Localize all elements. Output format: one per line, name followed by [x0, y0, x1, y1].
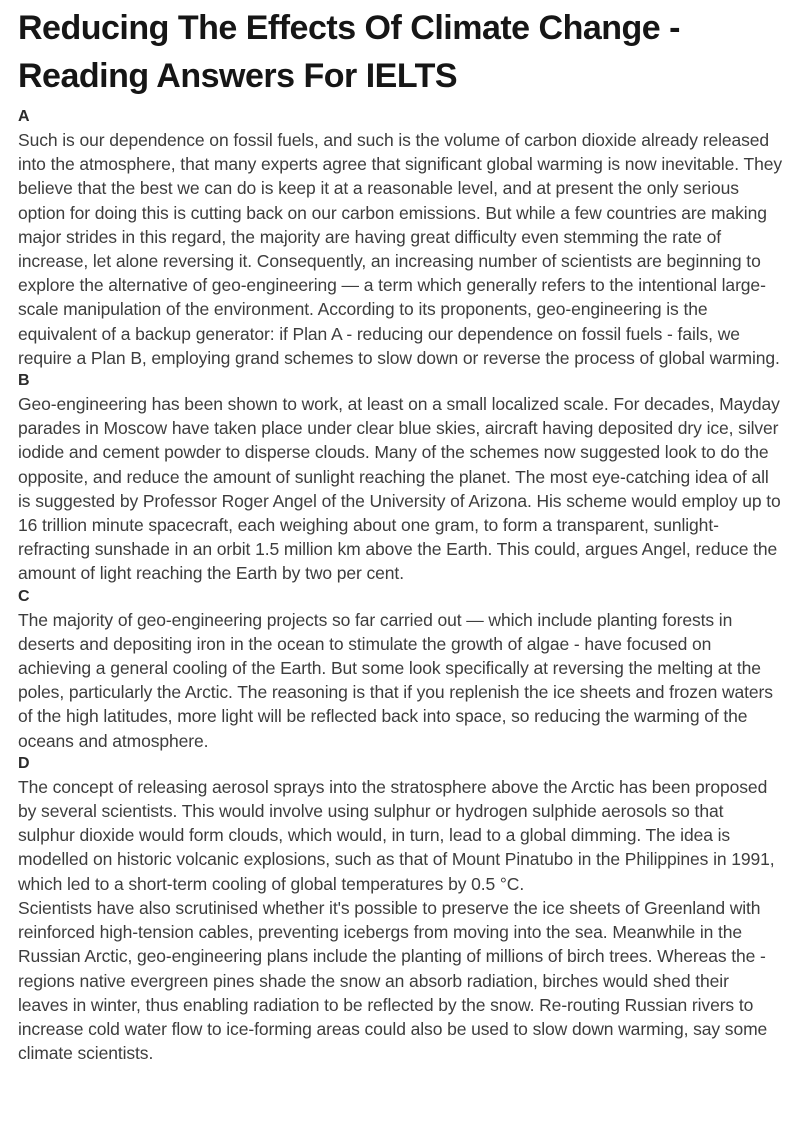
section-c: [18, 586, 782, 753]
section-b-paragraph-1: Geo-engineering has been shown to work, at least on a small localized scale. For decades, Mayday parades in Moscow have taken place under clear blue skies, aircraft having deposited dry ice, silver iodide and cement powder to disperse clouds. Many of the schemes now suggested look to do the opposite, and reduce the amount of sunlight reaching the planet. The most eye-catching idea of all is suggested by Professor Roger Angel of the University of Arizona. His scheme would employ up to 16 trillion minute spacecraft, each weighing about one gram, to form a transparent, sunlight-refracting sunshade in an orbit 1.5 million km above the Earth. This could, argues Angel, reduce the amount of light reaching the Earth by two per cent.: [18, 394, 781, 584]
section-b-label: B: [18, 372, 30, 390]
section-c-label: C: [18, 587, 30, 605]
page-title: Reducing The Effects Of Climate Change - Reading Answers For IELTS: [18, 9, 680, 95]
section-d-paragraph-2: Scientists have also scrutinised whether it's possible to preserve the ice sheets of Greenland with reinforced high-tension cables, preventing icebergs from moving into the sea. Meanwhile in the Russian Arctic, geo-engineering plans include the planting of millions of birch trees. Whereas the -regions native evergreen pines shade the snow an absorb radiation, birches would shed their leaves in winter, thus enabling radiation to be reflected by the snow. Re-routing Russian rivers to increase cold water flow to ice-forming areas could also be used to slow down warming, say some climate scientists.: [18, 897, 768, 1064]
section-a-label: A: [18, 108, 30, 125]
section-d-label: D: [18, 754, 30, 772]
section-b: [18, 370, 782, 586]
section-a-paragraph-1: Such is our dependence on fossil fuels, and such is the volume of carbon dioxide already released into the atmosphere, that many experts agree that significant global warming is now inevitable. They believe that the best we can do is keep it at a reasonable level, and at present the only serious option for doing this is cutting back on our carbon emissions. But while a few countries are making major strides in this regard, the majority are having great difficulty even stemming the rate of increase, let alone reversing it. Consequently, an increasing number of scientists are beginning to explore the alternative of geo-engineering — a term which generally refers to the intentional large-scale manipulation of the environment. According to its proponents, geo-engineering is the equivalent of a backup generator: if Plan A - reducing our dependence on fossil fuels - fails, we require a Plan B, employing grand schemes to slow down or reverse the process of global warming.: [18, 130, 782, 368]
section-d-paragraph-1: The concept of releasing aerosol sprays into the stratosphere above the Arctic has been proposed by several scientists. This would involve using sulphur or hydrogen sulphide aerosols so that sulphur dioxide would form clouds, which would, in turn, lead to a global dimming. The idea is modelled on historic volcanic explosions, such as that of Mount Pinatubo in the Philippines in 1991, which led to a short-term cooling of global temperatures by 0.5 °C.: [18, 776, 775, 894]
section-a: [18, 106, 782, 370]
section-c-paragraph-1: The majority of geo-engineering projects so far carried out — which include planting forests in deserts and depositing iron in the ocean to stimulate the growth of algae - have focused on achieving a general cooling of the Earth. But some look specifically at reversing the melting at the poles, particularly the Arctic. The reasoning is that if you replenish the ice sheets and frozen waters of the high latitudes, more light will be reflected back into space, so reducing the warming of the oceans and atmosphere.: [18, 609, 773, 751]
section-d: [18, 753, 782, 1065]
